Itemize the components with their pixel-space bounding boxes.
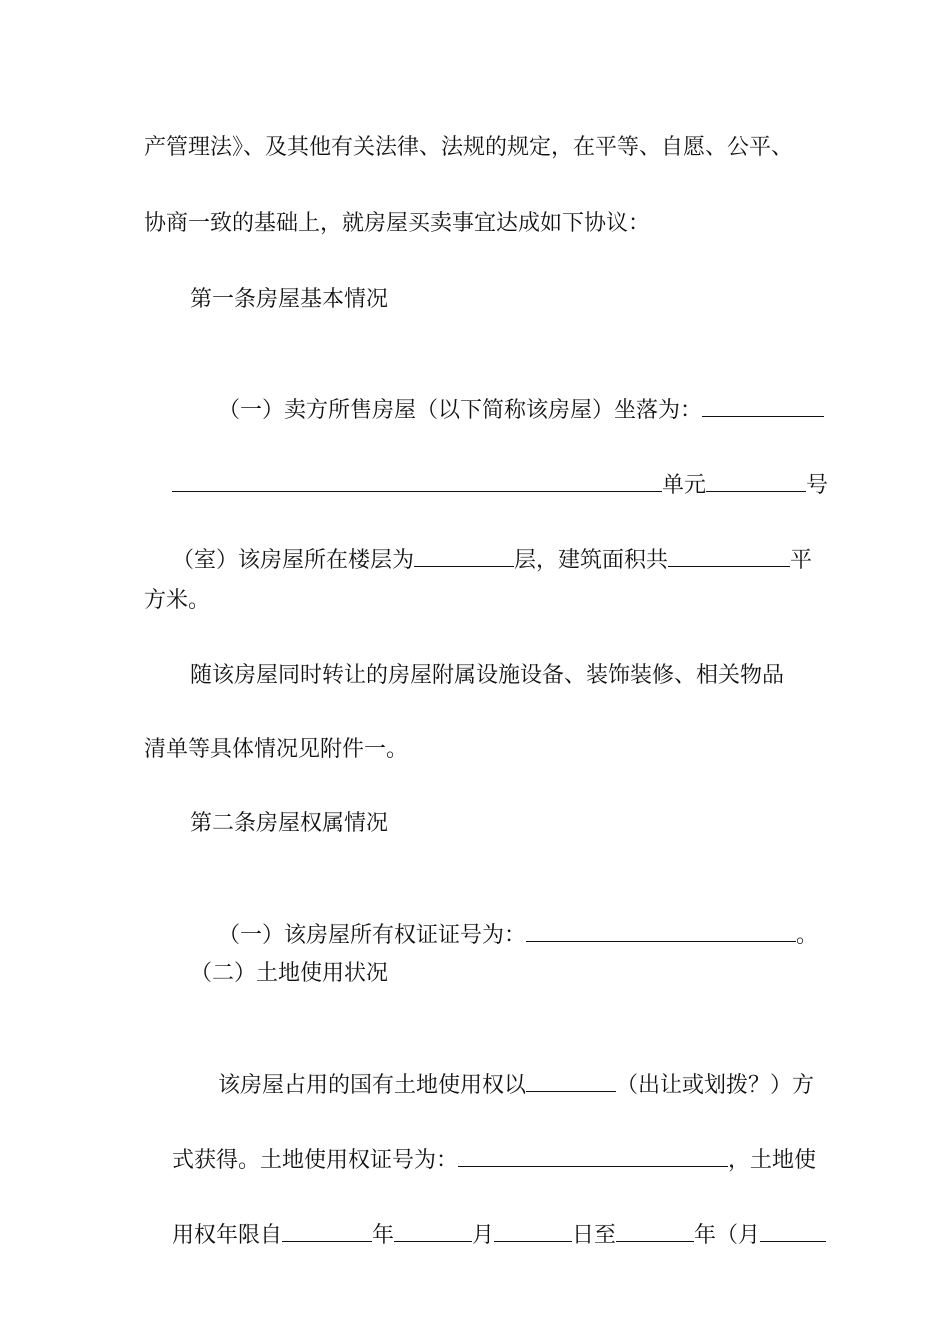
article-2-clause-2-heading: （二）土地使用状况 [190,961,389,986]
clause-text: （出让或划拨？）方 [616,1073,815,1098]
land-use-line [190,1033,815,1098]
blank-area[interactable] [668,542,790,567]
article-1-clause-1-cont [144,508,813,573]
article-1-clause-1-cont [144,433,829,498]
blank-floor[interactable] [414,542,514,567]
clause-text: 年 [372,1223,395,1248]
article-1-clause-1-cont: 方米。 [144,588,211,613]
blank-acquisition-method[interactable] [526,1067,616,1092]
clause-text: 该房屋占用的国有土地使用权以 [217,1073,526,1098]
clause-text: 式获得。土地使用权证号为： [171,1148,458,1173]
paragraph-line: 协商一致的基础上，就房屋买卖事宜达成如下协议： [144,211,651,236]
blank-unit[interactable] [706,467,806,492]
clause-text: ，土地使 [728,1148,817,1173]
clause-text: 月 [472,1223,495,1248]
paragraph-line: 清单等具体情况见附件一。 [144,737,409,762]
clause-text: 平 [790,548,813,573]
clause-text: （一）该房屋所有权证证号为： [217,923,526,948]
blank-start-year[interactable] [282,1217,372,1242]
clause-text: 层，建筑面积共 [514,548,669,573]
article-1-heading: 第一条房屋基本情况 [190,287,389,312]
blank-start-day[interactable] [494,1217,572,1242]
clause-text: 年（月 [694,1223,761,1248]
article-1-clause-1 [190,358,804,423]
paragraph-line: 产管理法》、及其他有关法律、法规的规定，在平等、自愿、公平、 [144,135,794,160]
clause-text: 单元 [661,473,706,498]
clause-text: （室）该房屋所在楼层为 [171,548,414,573]
article-2-clause-1 [190,883,819,948]
blank-start-month[interactable] [394,1217,472,1242]
blank-location[interactable] [702,392,824,417]
blank-certificate-number[interactable] [526,917,796,942]
clause-text: 日至 [572,1223,617,1248]
land-use-line [144,1108,817,1173]
land-use-line [144,1183,804,1248]
clause-text: （一）卖方所售房屋（以下简称该房屋）坐落为： [217,398,702,423]
blank-end-year[interactable] [616,1217,694,1242]
blank-address[interactable] [172,467,662,492]
blank-end-month[interactable] [760,1217,826,1242]
blank-land-certificate[interactable] [458,1142,728,1167]
article-2-heading: 第二条房屋权属情况 [190,811,389,836]
paragraph-line: 随该房屋同时转让的房屋附属设施设备、装饰装修、相关物品 [190,663,785,688]
clause-text: 用权年限自 [171,1223,282,1248]
clause-text: 号 [806,473,829,498]
clause-text: 。 [796,923,819,948]
